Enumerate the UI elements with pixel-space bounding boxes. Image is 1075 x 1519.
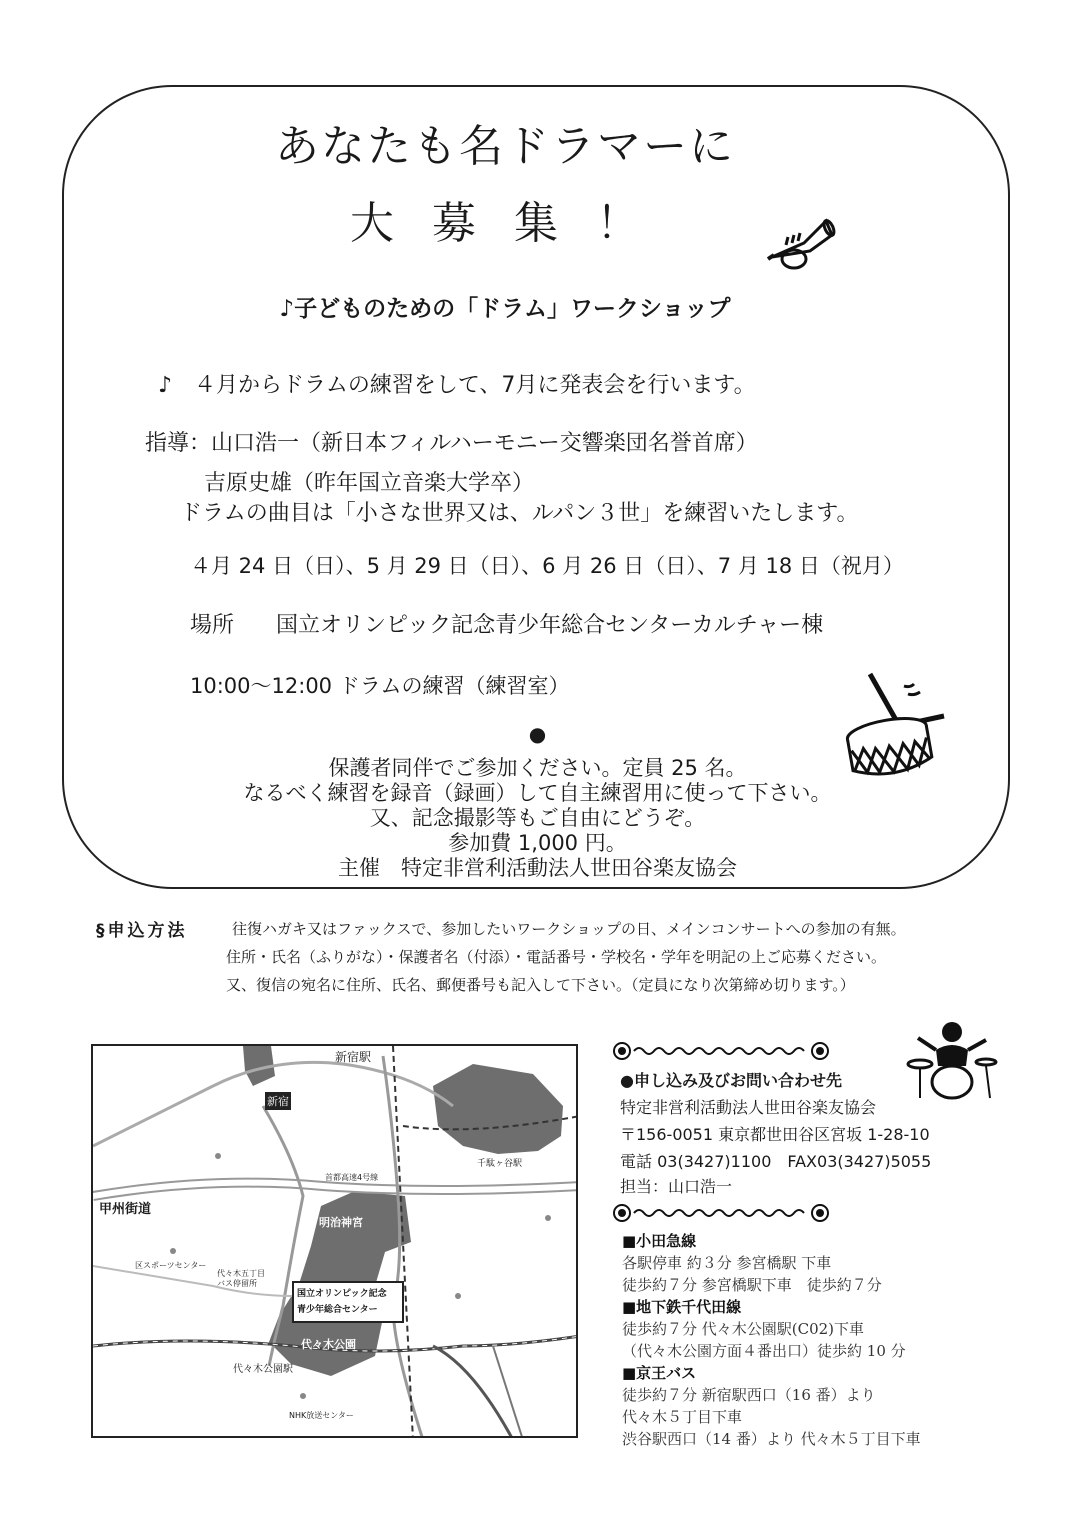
contact-org: 特定非営利活動法人世田谷楽友協会 — [620, 1098, 877, 1117]
bullet-mark: ● — [528, 722, 547, 746]
apply-line: 又、復信の宛名に住所、氏名、郵便番号も記入して下さい。（定員になり次第締め切ります。） — [226, 976, 855, 994]
map-label-sendagaya: 千駄ヶ谷駅 — [477, 1159, 523, 1169]
route-line: ■小田急線 — [622, 1232, 697, 1250]
note-line: なるべく練習を録音（録画）して自主練習用に使って下さい。 — [243, 781, 832, 805]
intro-text: ♪ ４月からドラムの練習をして、7月に発表会を行います。 — [158, 373, 756, 398]
wave-divider — [612, 1040, 830, 1062]
route-line: 徒歩約７分 代々木公園駅(C02)下車 — [622, 1320, 865, 1338]
route-line: ■地下鉄千代田線 — [622, 1298, 742, 1316]
wave-divider — [612, 1202, 830, 1224]
route-line: （代々木公園方面４番出口）徒歩約 10 分 — [622, 1342, 906, 1360]
notes-block — [0, 756, 1075, 881]
route-line: 渋谷駅西口（14 番）より 代々木５丁目下車 — [622, 1430, 921, 1448]
contact-person: 担当：山口浩一 — [620, 1177, 733, 1196]
note-line: 保護者同伴でご参加ください。定員 25 名。 — [328, 756, 747, 780]
route-line: 徒歩約７分 参宮橋駅下車 徒歩約７分 — [622, 1276, 882, 1294]
drummer-icon — [906, 1010, 998, 1102]
schedule-dates: ４月 24 日（日）、5 月 29 日（日）、6 月 26 日（日）、7 月 18 日（祝月） — [190, 554, 904, 578]
apply-line: 往復ハガキ又はファックスで、参加したいワークショップの日、メインコンサートへの参加の有無。 — [232, 920, 906, 938]
apply-heading — [96, 916, 188, 941]
instructor-2: 吉原史雄（昨年国立音楽大学卒） — [204, 471, 535, 496]
map-label-yoyogi-5: 代々木五丁目 — [217, 1269, 265, 1278]
map-label-center: 国立オリンピック記念 — [297, 1289, 387, 1299]
time-text: 10:00〜12:00 ドラムの練習（練習室） — [190, 674, 570, 698]
headline: あなたも名ドラマーに — [275, 121, 735, 172]
apply-heading-text: §申込方法 — [96, 921, 188, 941]
repertoire-text: ドラムの曲目は「小さな世界又は、ルパン３世」を練習いたします。 — [180, 501, 859, 526]
venue-label: 場所 — [190, 613, 235, 638]
route-line: 徒歩約７分 新宿駅西口（16 番）より — [622, 1386, 876, 1404]
contact-address: 〒156-0051 東京都世田谷区宮坂 1-28-10 — [620, 1125, 930, 1144]
instructor-1: 指導：山口浩一（新日本フィルハーモニー交響楽団名誉首席） — [145, 431, 758, 456]
map-label-yoyogi-park: 代々木公園 — [301, 1338, 356, 1351]
route-line: ■京王バス — [622, 1364, 697, 1382]
route-line: 各駅停車 約３分 参宮橋駅 下車 — [622, 1254, 832, 1272]
note-line: 参加費 1,000 円。 — [448, 831, 627, 855]
access-map — [91, 1044, 578, 1438]
note-line: 又、記念撮影等もご自由にどうぞ。 — [369, 806, 706, 830]
venue-name: 国立オリンピック記念青少年総合センターカルチャー棟 — [276, 613, 824, 638]
map-label-center-2: 青少年総合センター — [297, 1305, 378, 1315]
map-label-yoyogi-5-bus: バス停留所 — [217, 1279, 257, 1288]
map-label-meiji-jingu: 明治神宮 — [319, 1216, 363, 1229]
contact-phone: 電話 03(3427)1100 FAX03(3427)5055 — [620, 1152, 932, 1171]
map-label-expressway: 首都高速4号線 — [325, 1173, 379, 1182]
trumpet-icon — [766, 215, 836, 275]
map-label-shinjuku-station: 新宿駅 — [335, 1050, 372, 1064]
map-label-sports-center: 区スポーツセンター — [135, 1261, 207, 1270]
contact-heading: ●申し込み及びお問い合わせ先 — [620, 1071, 842, 1090]
map-label-nhk: NHK放送センター — [289, 1411, 354, 1420]
workshop-subtitle: ♪子どものための「ドラム」ワークショップ — [279, 296, 731, 322]
map-label-shinjuku: 新宿 — [265, 1092, 291, 1110]
apply-line: 住所・氏名（ふりがな）・保護者名（付添）・電話番号・学校名・学年を明記の上ご応募ください。 — [226, 948, 887, 966]
map-label-yoyogi-koen-station: 代々木公園駅 — [233, 1364, 293, 1375]
route-line: 代々木５丁目下車 — [622, 1408, 743, 1426]
headline-recruit: 大募集！ — [350, 198, 678, 249]
organizer-line: 主催 特定非営利活動法人世田谷楽友協会 — [338, 856, 737, 880]
map-label-koshu-kaido: 甲州街道 — [99, 1202, 152, 1217]
